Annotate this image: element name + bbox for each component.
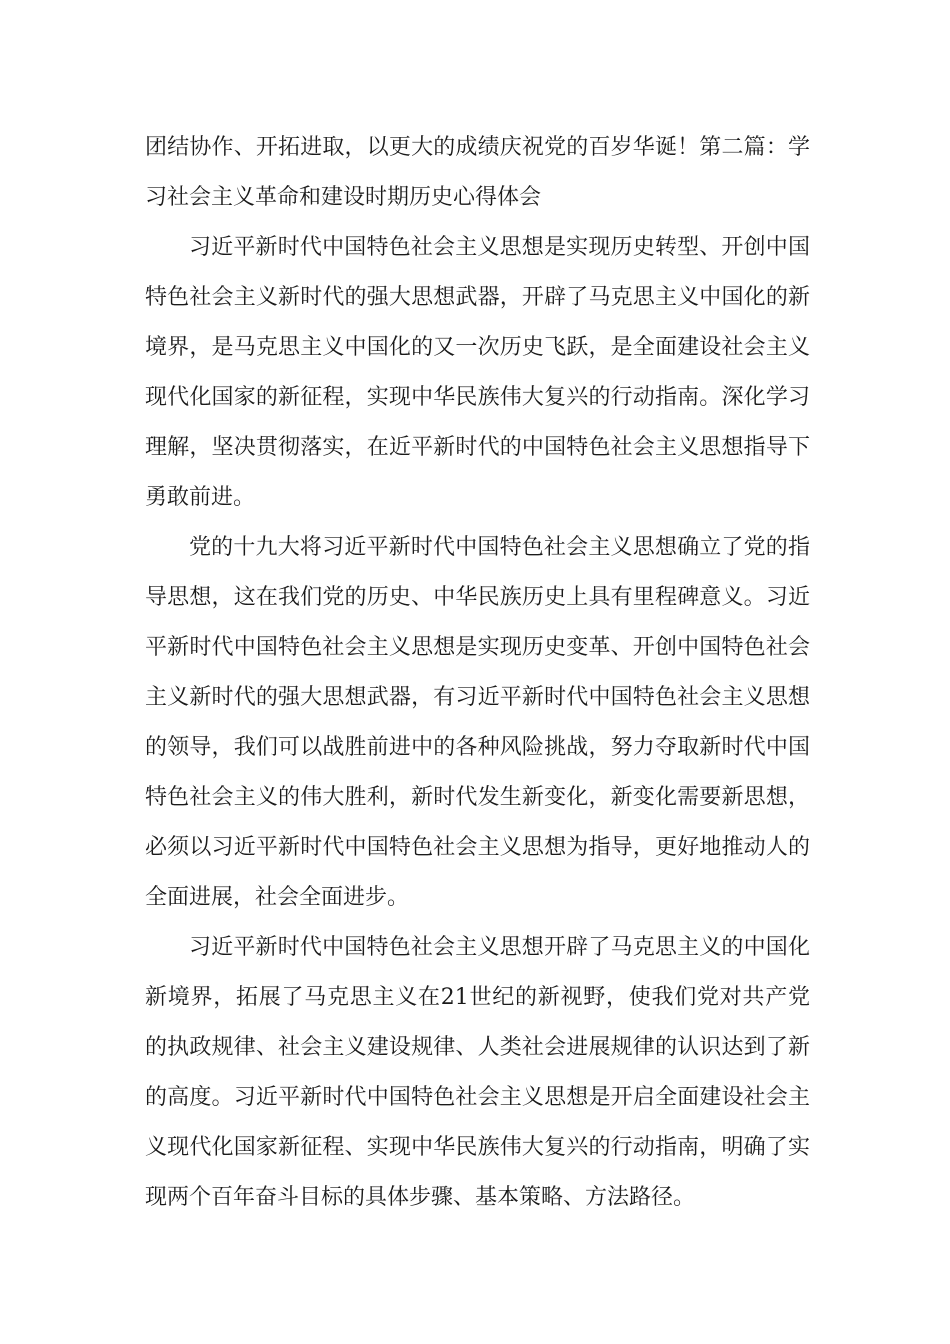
- paragraph-3: 习近平新时代中国特色社会主义思想开辟了马克思主义的中国化新境界，拓展了马克思主义在21世纪的新视野，使我们党对共产党的执政规律、社会主义建设规律、人类社会进展规律的认识达到了新的高度。习近平新时代中国特色社会主义思想是开启全面建设社会主义现代化国家新征程、实现中华民族伟大复兴的行动指南，明确了实现两个百年奋斗目标的具体步骤、基本策略、方法路径。: [145, 935, 810, 1210]
- paragraph-continuation: 团结协作、开拓进取，以更大的成绩庆祝党的百岁华诞！第二篇：学习社会主义革命和建设时期历史心得体会: [145, 135, 810, 210]
- paragraph-1: 习近平新时代中国特色社会主义思想是实现历史转型、开创中国特色社会主义新时代的强大思想武器，开辟了马克思主义中国化的新境界，是马克思主义中国化的又一次历史飞跃，是全面建设社会主义现代化国家的新征程，实现中华民族伟大复兴的行动指南。深化学习理解，坚决贯彻落实，在近平新时代的中国特色社会主义思想指导下勇敢前进。: [145, 235, 810, 510]
- document-body: [145, 123, 810, 1223]
- paragraph-2: 党的十九大将习近平新时代中国特色社会主义思想确立了党的指导思想，这在我们党的历史、中华民族历史上具有里程碑意义。习近平新时代中国特色社会主义思想是实现历史变革、开创中国特色社会主义新时代的强大思想武器，有习近平新时代中国特色社会主义思想的领导，我们可以战胜前进中的各种风险挑战，努力夺取新时代中国特色社会主义的伟大胜利，新时代发生新变化，新变化需要新思想，必须以习近平新时代中国特色社会主义思想为指导，更好地推动人的全面进展，社会全面进步。: [145, 535, 810, 910]
